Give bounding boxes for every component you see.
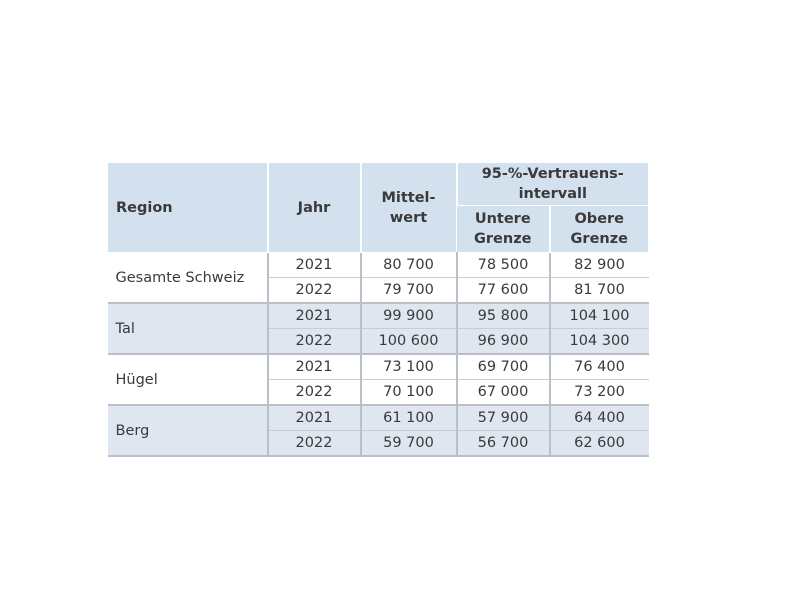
header-mean-line1: Mittel-: [381, 189, 436, 206]
mean-cell: 61 100: [361, 405, 457, 431]
header-upper-bound: [550, 206, 649, 253]
header-year-label: Jahr: [297, 199, 331, 216]
year-cell: 2022: [268, 278, 361, 304]
region-cell: Gesamte Schweiz: [108, 253, 268, 304]
upper-bound-cell: 104 300: [550, 329, 649, 355]
year-cell: 2021: [268, 405, 361, 431]
header-lower-bound: [457, 206, 550, 253]
region-cell: Berg: [108, 405, 268, 456]
header-region: [108, 163, 268, 253]
upper-bound-cell: 64 400: [550, 405, 649, 431]
lower-bound-cell: 57 900: [457, 405, 550, 431]
header-region-label: Region: [116, 199, 173, 216]
header-ci-line1: 95-%-Vertrauens-: [481, 166, 624, 182]
table-body: [108, 253, 649, 457]
upper-bound-cell: 76 400: [550, 354, 649, 380]
upper-bound-cell: 81 700: [550, 278, 649, 304]
region-cell: Tal: [108, 303, 268, 354]
lower-bound-cell: 96 900: [457, 329, 550, 355]
header-lower-line1: Untere: [474, 211, 531, 227]
header-confidence-interval: [457, 163, 649, 206]
header-mean: [361, 163, 457, 253]
mean-cell: 73 100: [361, 354, 457, 380]
income-table: [107, 162, 649, 457]
header-ci-line2: intervall: [518, 186, 587, 202]
header-year: [268, 163, 361, 253]
header-lower-line2: Grenze: [474, 231, 532, 247]
table-row: [108, 354, 649, 380]
table-header: [108, 163, 649, 253]
region-cell: Hügel: [108, 354, 268, 405]
lower-bound-cell: 78 500: [457, 253, 550, 278]
mean-cell: 80 700: [361, 253, 457, 278]
upper-bound-cell: 82 900: [550, 253, 649, 278]
year-cell: 2021: [268, 354, 361, 380]
mean-cell: 79 700: [361, 278, 457, 304]
upper-bound-cell: 104 100: [550, 303, 649, 329]
table-row: [108, 253, 649, 278]
year-cell: 2022: [268, 380, 361, 406]
lower-bound-cell: 56 700: [457, 431, 550, 457]
lower-bound-cell: 95 800: [457, 303, 550, 329]
year-cell: 2021: [268, 303, 361, 329]
lower-bound-cell: 77 600: [457, 278, 550, 304]
upper-bound-cell: 73 200: [550, 380, 649, 406]
year-cell: 2021: [268, 253, 361, 278]
header-upper-line2: Grenze: [570, 231, 628, 247]
table-row: [108, 303, 649, 329]
mean-cell: 70 100: [361, 380, 457, 406]
mean-cell: 99 900: [361, 303, 457, 329]
mean-cell: 100 600: [361, 329, 457, 355]
header-mean-line2: wert: [389, 209, 428, 226]
mean-cell: 59 700: [361, 431, 457, 457]
header-upper-line1: Obere: [574, 211, 625, 227]
lower-bound-cell: 69 700: [457, 354, 550, 380]
upper-bound-cell: 62 600: [550, 431, 649, 457]
lower-bound-cell: 67 000: [457, 380, 550, 406]
year-cell: 2022: [268, 431, 361, 457]
year-cell: 2022: [268, 329, 361, 355]
table-row: [108, 405, 649, 431]
